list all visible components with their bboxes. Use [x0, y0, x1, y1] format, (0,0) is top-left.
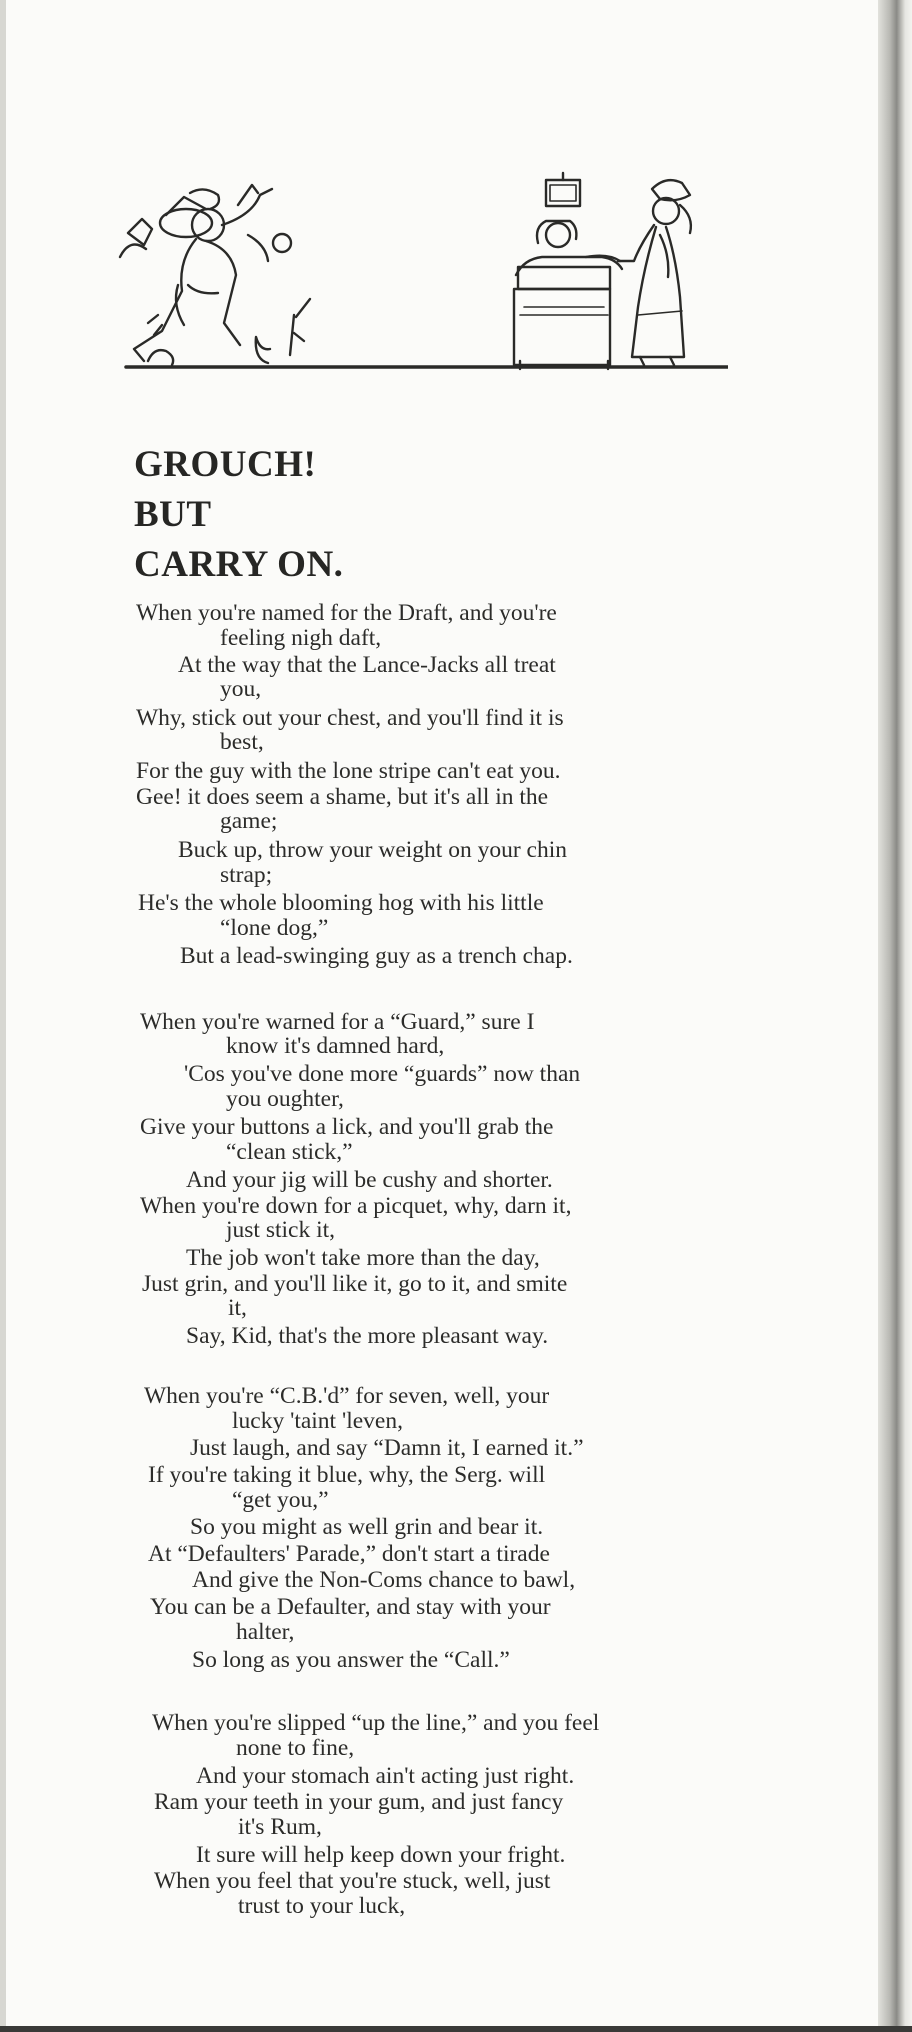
- poem-line: Just laugh, and say “Damn it, I earned it.”: [190, 1435, 584, 1461]
- poem-line: When you're named for the Draft, and you're: [136, 600, 557, 626]
- poem-line: best,: [220, 729, 264, 755]
- poem-line: you oughter,: [226, 1086, 344, 1112]
- poem-line: And your stomach ain't acting just right.: [196, 1763, 575, 1789]
- poem-line: it's Rum,: [238, 1814, 322, 1840]
- poem-line: When you feel that you're stuck, well, just: [154, 1868, 551, 1894]
- poem-line: lucky 'taint 'leven,: [232, 1408, 403, 1434]
- poem-line: “get you,”: [232, 1487, 329, 1513]
- poem-line: Gee! it does seem a shame, but it's all in the: [136, 784, 549, 810]
- poem-line: It sure will help keep down your fright.: [196, 1842, 566, 1868]
- poem-line: He's the whole blooming hog with his little: [138, 890, 544, 916]
- poem-line: halter,: [236, 1619, 295, 1645]
- poem-line: You can be a Defaulter, and stay with your: [150, 1594, 551, 1620]
- poem-title: [134, 440, 343, 590]
- poem-line: When you're “C.B.'d” for seven, well, your: [144, 1383, 550, 1409]
- poem-line: So long as you answer the “Call.”: [192, 1647, 510, 1673]
- poem-line: “lone dog,”: [220, 915, 329, 941]
- poem-line: Buck up, throw your weight on your chin: [178, 837, 568, 863]
- page-bottom-edge: [0, 2026, 912, 2032]
- poem-line: “clean stick,”: [226, 1139, 353, 1165]
- poem-line: you,: [220, 676, 262, 702]
- poem-line: feeling nigh daft,: [220, 625, 382, 651]
- poem-line: When you're warned for a “Guard,” sure I: [140, 1009, 535, 1035]
- poem-line: trust to your luck,: [238, 1893, 406, 1919]
- title-line-2: BUT: [134, 494, 212, 535]
- poem-line: strap;: [220, 862, 273, 888]
- poem-line: And your jig will be cushy and shorter.: [186, 1167, 553, 1193]
- nurse-and-patient-drawing: [514, 173, 691, 369]
- poem-line: So you might as well grin and bear it.: [190, 1514, 544, 1540]
- poem-line: When you're slipped “up the line,” and you feel: [152, 1710, 600, 1736]
- poem-line: game;: [220, 808, 278, 834]
- title-line-1: GROUCH!: [134, 444, 317, 485]
- running-soldier-drawing: [120, 185, 310, 365]
- poem-line: Ram your teeth in your gum, and just fancy: [154, 1789, 564, 1815]
- poem-line: The job won't take more than the day,: [186, 1245, 540, 1271]
- poem-line: Why, stick out your chest, and you'll find it is: [136, 705, 564, 731]
- poem-line: But a lead-swinging guy as a trench chap.: [180, 943, 573, 969]
- poem-line: At “Defaulters' Parade,” don't start a tirade: [148, 1541, 550, 1567]
- title-line-3: CARRY ON.: [134, 544, 344, 585]
- poem-line: When you're down for a picquet, why, darn it,: [140, 1193, 572, 1219]
- poem-line: Give your buttons a lick, and you'll grab the: [140, 1114, 554, 1140]
- poem-line: none to fine,: [236, 1735, 355, 1761]
- poem-line: For the guy with the lone stripe can't eat you.: [136, 758, 561, 784]
- poem-line: Just grin, and you'll like it, go to it, and smite: [142, 1271, 568, 1297]
- poem-line: At the way that the Lance-Jacks all treat: [178, 652, 556, 678]
- poem-line: know it's damned hard,: [226, 1033, 445, 1059]
- poem-line: it,: [228, 1295, 247, 1321]
- poem-line: 'Cos you've done more “guards” now than: [184, 1061, 581, 1087]
- header-illustration: [118, 165, 728, 375]
- poem-line: Say, Kid, that's the more pleasant way.: [186, 1323, 549, 1349]
- poem-line: If you're taking it blue, why, the Serg. will: [148, 1462, 546, 1488]
- poem-line: just stick it,: [226, 1217, 336, 1243]
- page-spine: [878, 0, 912, 2032]
- poem-line: And give the Non-Coms chance to bawl,: [192, 1567, 576, 1593]
